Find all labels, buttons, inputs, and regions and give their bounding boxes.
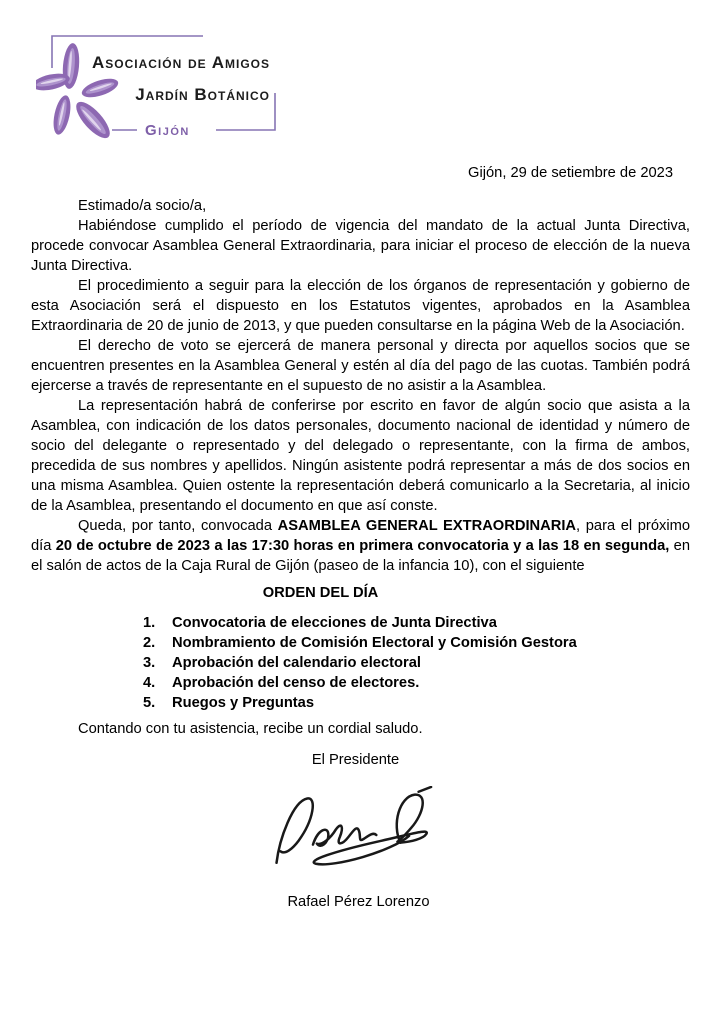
agenda-item-label: Aprobación del censo de electores. <box>172 675 420 691</box>
convocation-mid: , para el próximo día <box>31 518 690 554</box>
agenda-item-number: 2. <box>143 635 156 651</box>
convocation-assembly-name: ASAMBLEA GENERAL EXTRAORDINARIA <box>277 518 577 534</box>
signer-role: El Presidente <box>311 752 400 768</box>
convocation-post: en el salón de actos de la Caja Rural de Gijón (paseo de la infancia 10), con el siguiente <box>31 538 691 574</box>
agenda-item-number: 1. <box>143 615 156 631</box>
agenda-item-label: Ruegos y Preguntas <box>172 695 315 711</box>
closing-line: Contando con tu asistencia, recibe un cordial saludo. <box>78 721 423 737</box>
agenda-item-label: Aprobación del calendario electoral <box>172 655 421 671</box>
convocation-pre: Queda, por tanto, convocada <box>78 518 278 534</box>
paragraph-representation: La representación habrá de conferirse por escrito en favor de algún socio que asista a la Asamblea, con indicación de los datos personales, documento nacional de identidad y número de socio del delegante o representado y del delegado o representante, con la firma de ambos, precedida de sus nombres y apellidos. Ningún asistente podrá representar a más de dos socios en una misma Asamblea. Quien ostente la representación deberá comunicarlo a la Secretaria, al inicio de la Asamblea, presentando el documento en que así conste. <box>31 398 690 514</box>
agenda-item <box>143 693 690 713</box>
agenda-item-label: Convocatoria de elecciones de Junta Directiva <box>172 615 497 631</box>
agenda-item <box>143 613 690 633</box>
agenda-item <box>143 653 690 673</box>
agenda-item <box>143 633 690 653</box>
handwritten-signature-icon <box>261 786 461 882</box>
agenda-title: ORDEN DEL DÍA <box>262 585 379 601</box>
logo-text-line2: Jardín Botánico <box>135 85 270 104</box>
paragraph-mandate: Habiéndose cumplido el período de vigencia del mandato de la actual Junta Directiva, procede convocar Asamblea General Extraordinaria, para iniciar el proceso de elección de la nueva Junta Directiva. <box>31 218 690 274</box>
date-line: Gijón, 29 de setiembre de 2023 <box>468 165 673 181</box>
letter-content <box>31 0 690 912</box>
signature-area <box>31 786 690 882</box>
agenda-item-number: 4. <box>143 675 156 691</box>
paragraph-voting-rights: El derecho de voto se ejercerá de manera personal y directa por aquellos socios que se encuentren presentes en la Asamblea General y estén al día del pago de las cuotas. También podrá ejercerse a través de representante en el supuesto de no asistir a la Asamblea. <box>31 338 690 394</box>
agenda-list <box>31 613 690 713</box>
logo-city-text: Gijón <box>145 122 190 139</box>
salutation: Estimado/a socio/a, <box>78 198 207 214</box>
paragraph-procedure: El procedimiento a seguir para la elección de los órganos de representación y gobierno de esta Asociación será el dispuesto en los Estatutos vigentes, aprobados en la Asamblea Extraordinaria de 20 de junio de 2013, y que pueden consultarse en la página Web de la Asociación. <box>31 278 690 334</box>
logo-text-line1: Asociación de Amigos <box>91 53 270 72</box>
signer-name: Rafael Pérez Lorenzo <box>287 894 430 910</box>
agenda-item-number: 3. <box>143 655 156 671</box>
agenda-item-number: 5. <box>143 695 156 711</box>
agenda-item-label: Nombramiento de Comisión Electoral y Comisión Gestora <box>172 635 577 651</box>
agenda-item <box>143 673 690 693</box>
paragraph-convocation <box>31 516 690 576</box>
convocation-datetime: 20 de octubre de 2023 a las 17:30 horas en primera convocatoria y a las 18 en segunda, <box>55 538 670 554</box>
